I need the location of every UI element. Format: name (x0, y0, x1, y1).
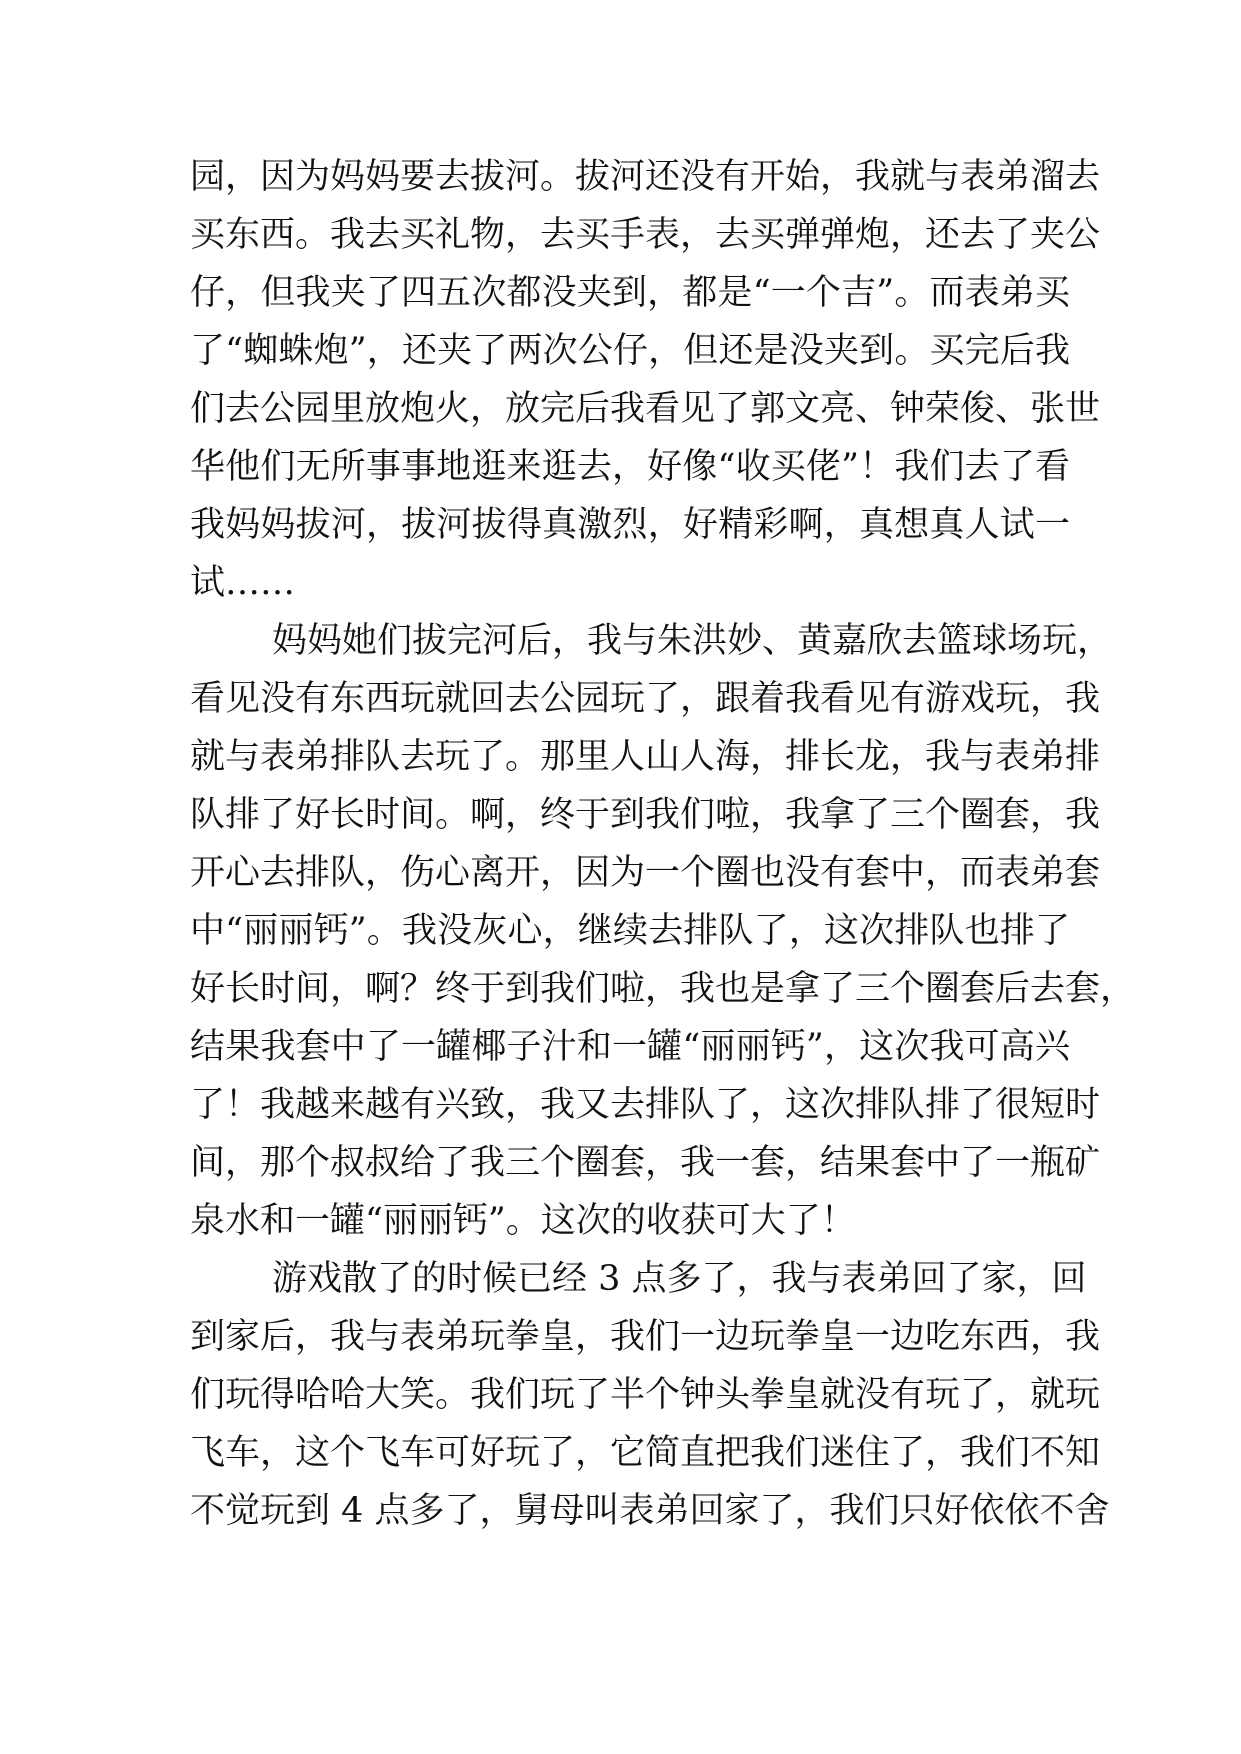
text-line: 了！我越来越有兴致，我又去排队了，这次排队排了很短时 (190, 1085, 1101, 1125)
text-line: 结果我套中了一罐椰子汁和一罐“丽丽钙”，这次我可高兴 (190, 1027, 1070, 1067)
text-line: 买东西。我去买礼物，去买手表，去买弹弹炮，还去了夹公 (190, 215, 1101, 255)
text-line: 了“蜘蛛炮”，还夹了两次公仔，但还是没夹到。买完后我 (190, 331, 1070, 371)
text-line: 中“丽丽钙”。我没灰心，继续去排队了，这次排队也排了 (190, 911, 1070, 951)
text-line: 试…… (190, 563, 296, 603)
text-line: 仔，但我夹了四五次都没夹到，都是“一个吉”。而表弟买 (190, 273, 1070, 313)
text-line: 华他们无所事事地逛来逛去，好像“收买佬”！我们去了看 (190, 447, 1070, 487)
text-line: 们玩得哈哈大笑。我们玩了半个钟头拳皇就没有玩了，就玩 (190, 1375, 1101, 1415)
document-body-text (190, 148, 1136, 1540)
text-line: 到家后，我与表弟玩拳皇，我们一边玩拳皇一边吃东西，我 (190, 1317, 1101, 1357)
text-line: 园，因为妈妈要去拔河。拔河还没有开始，我就与表弟溜去 (190, 157, 1101, 197)
text-line: 好长时间，啊？终于到我们啦，我也是拿了三个圈套后去套， (190, 969, 1136, 1009)
text-line: 泉水和一罐“丽丽钙”。这次的收获可大了！ (190, 1201, 856, 1241)
text-line: 不觉玩到 4 点多了，舅母叫表弟回家了，我们只好依依不舍 (190, 1491, 1110, 1531)
text-line: 我妈妈拔河，拔河拔得真激烈，好精彩啊，真想真人试一 (190, 505, 1070, 545)
text-line: 队排了好长时间。啊，终于到我们啦，我拿了三个圈套，我 (190, 795, 1101, 835)
text-line: 看见没有东西玩就回去公园玩了，跟着我看见有游戏玩，我 (190, 679, 1101, 719)
text-line: 就与表弟排队去玩了。那里人山人海，排长龙，我与表弟排 (190, 737, 1101, 777)
text-line: 妈妈她们拔完河后，我与朱洪妙、黄嘉欣去篮球场玩， (272, 621, 1113, 661)
text-line: 间，那个叔叔给了我三个圈套，我一套，结果套中了一瓶矿 (190, 1143, 1101, 1183)
text-line: 游戏散了的时候已经 3 点多了，我与表弟回了家，回 (272, 1259, 1087, 1299)
text-line: 开心去排队，伤心离开，因为一个圈也没有套中，而表弟套 (190, 853, 1101, 893)
text-line: 飞车，这个飞车可好玩了，它简直把我们迷住了，我们不知 (190, 1433, 1101, 1473)
text-line: 们去公园里放炮火，放完后我看见了郭文亮、钟荣俊、张世 (190, 389, 1101, 429)
